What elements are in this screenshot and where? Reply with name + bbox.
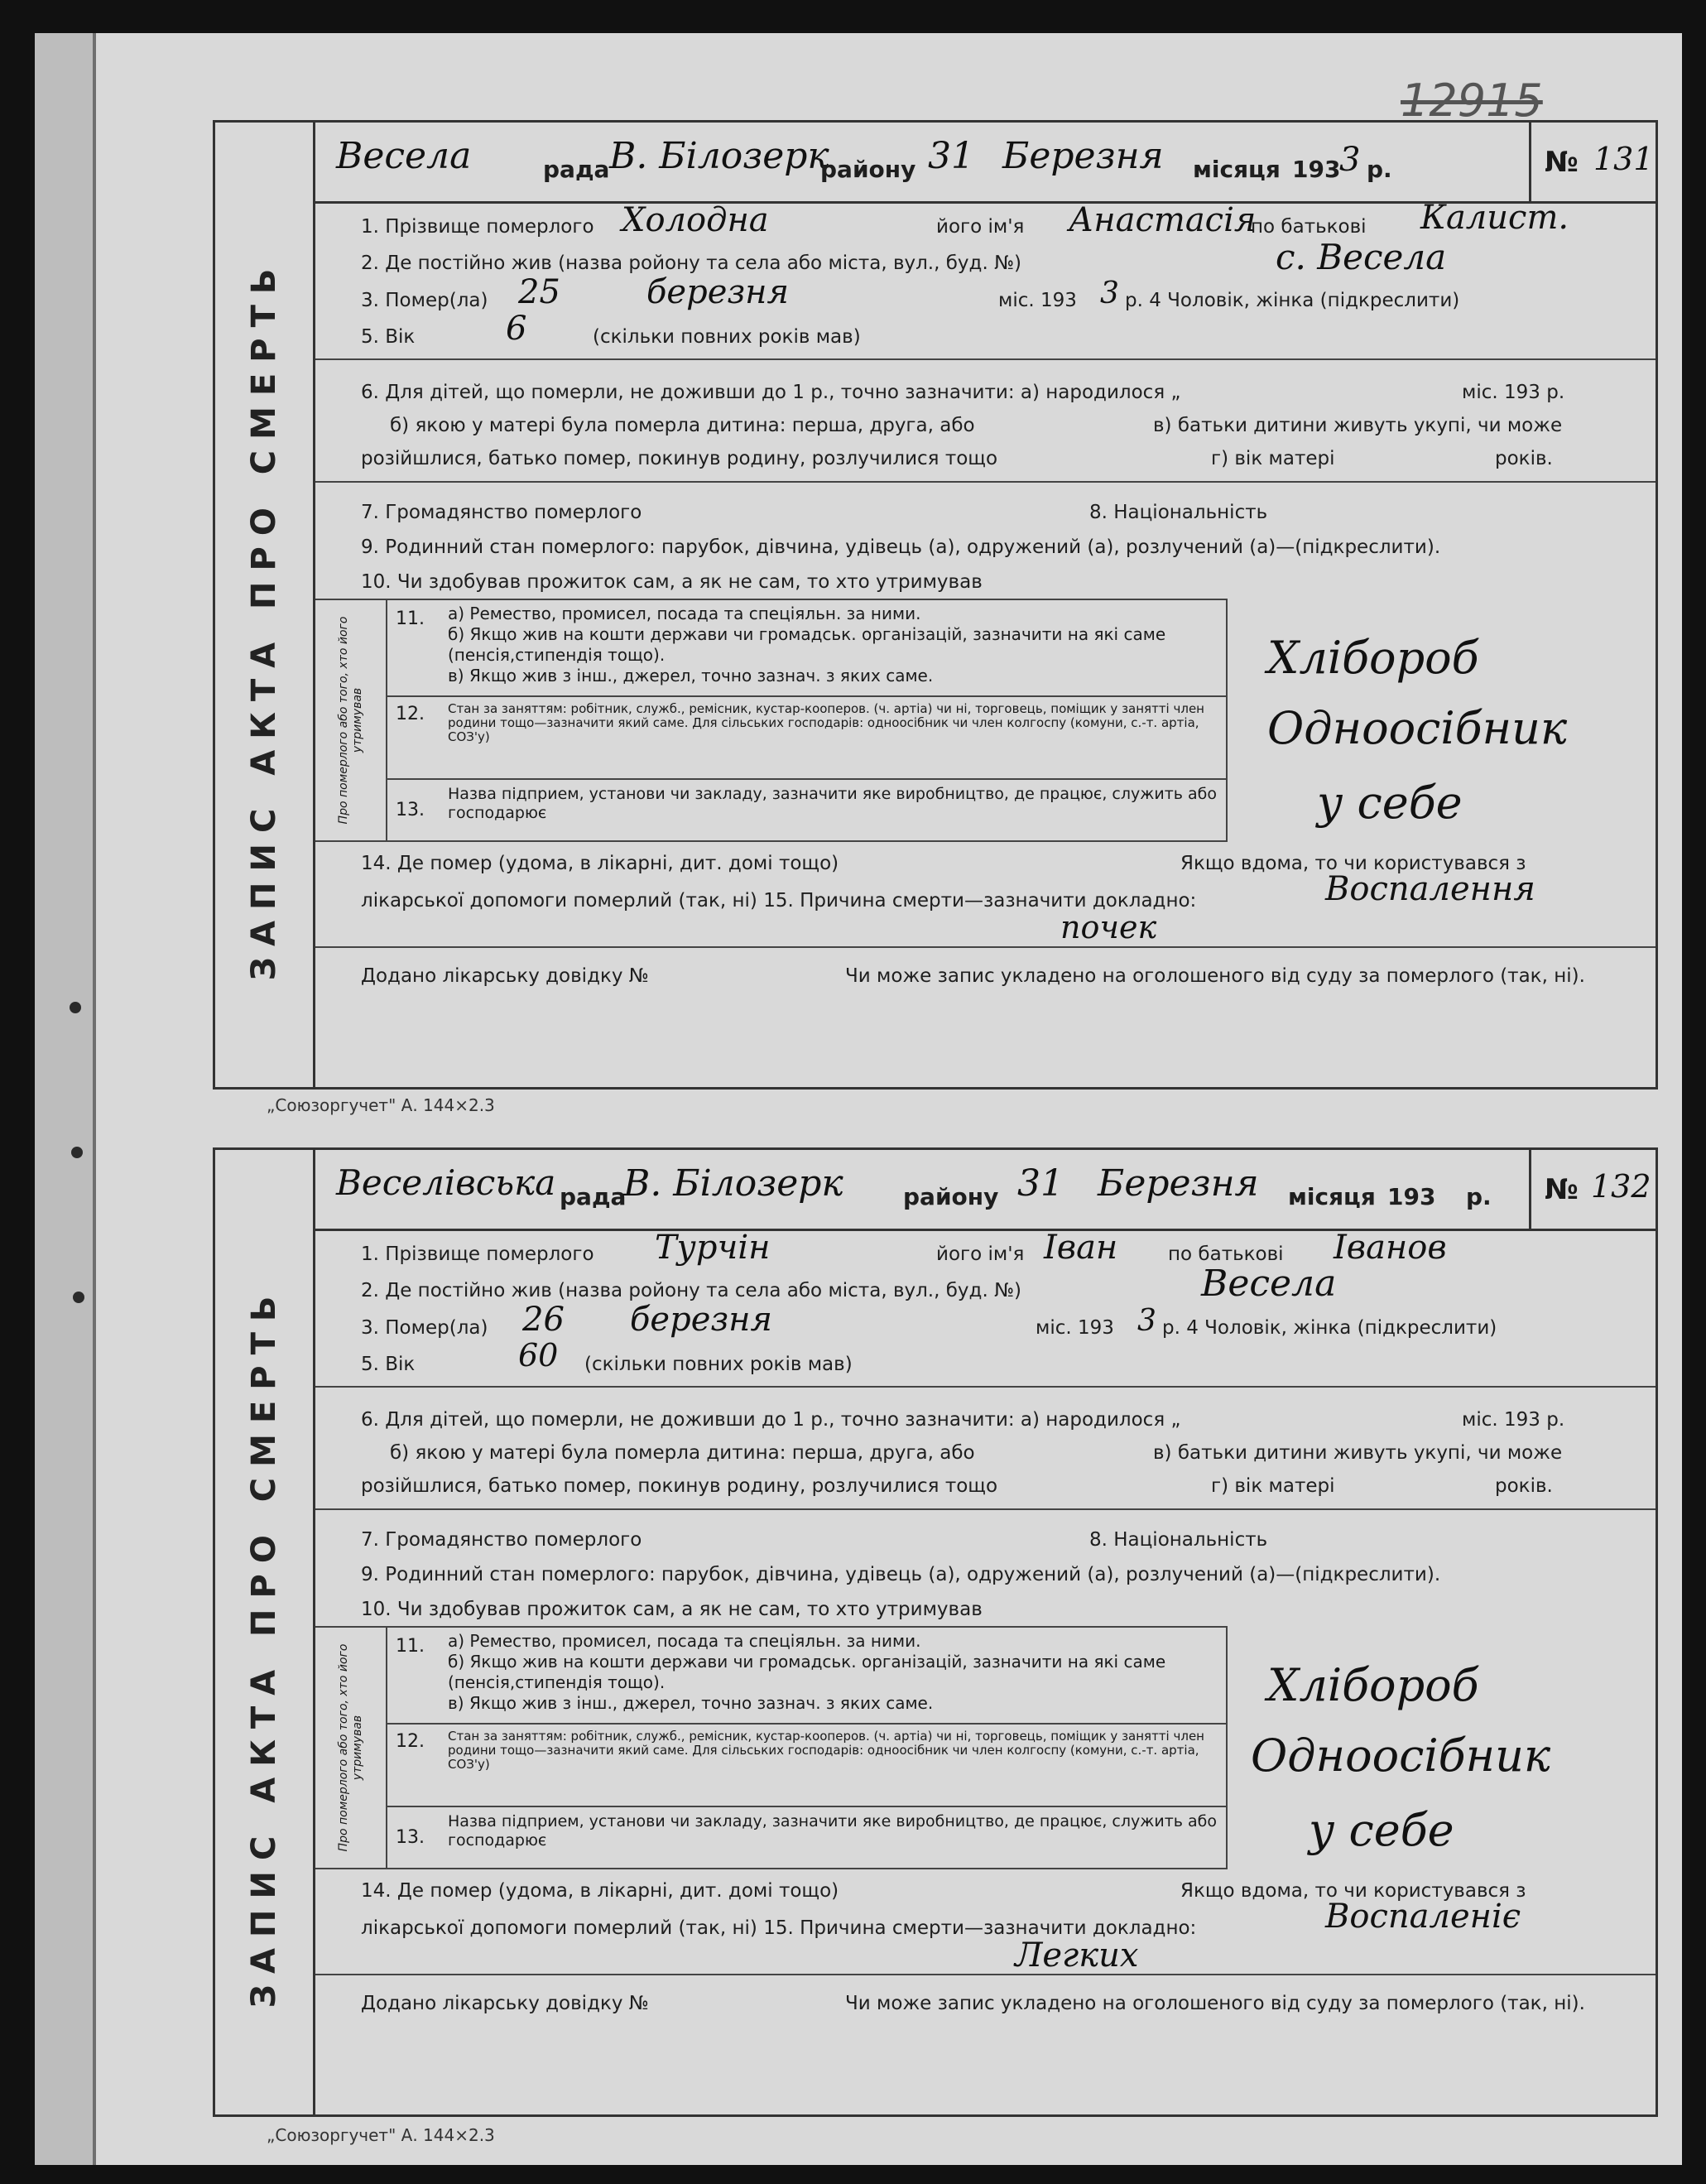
age-label: 5. Вік (361, 326, 416, 348)
died-label: 3. Помер(ла) (361, 290, 488, 311)
selsovet-name: Веселівська (336, 1162, 556, 1203)
occupation-11b: б) Якщо жив на кошти держави чи громадськ. організацій, зазначити на які саме (пенсія,стипендія тощо). (448, 624, 1166, 665)
deceased-surname: Холодна (622, 201, 769, 239)
patronymic-label: по батькові (1168, 1244, 1284, 1265)
status-value: Одноосібник (1267, 702, 1568, 754)
form-footer: „Союзоргучет" А. 144×2.3 (267, 2125, 495, 2145)
month-label: місяця (1193, 156, 1281, 183)
occupation-12-text: Стан за заняттям: робітник, служб., ремісник, кустар-кооперов. (ч. артіа) чи ні, торговець, поміщик у занятті член родини тощо—зазначити який саме. Для сільських господарів: одноосібник чи член колгоспу (комуни, с.-т. артіа, СОЗ'у) (448, 701, 1204, 744)
residence-label: 2. Де постійно жив (назва ройону та села або міста, вул., буд. №) (361, 1280, 1021, 1301)
binding-spine (35, 33, 96, 2165)
cause-label: лікарської допомоги померлий (так, ні) 15. Причина смерти—зазначити докладно: (361, 890, 1197, 912)
occupation-section-12: 12. Стан за заняттям: робітник, служб., ремісник, кустар-кооперов. (ч. артіа) чи ні, торговець, поміщик у занятті член родини тощо—зазначити який саме. Для сільських господарів: одноосібник чи член колгоспу (комуни, с.-т. артіа, СОЗ'у) (386, 1723, 1226, 1807)
infant-order-label: б) якою у матері була померла дитина: перша, друга, або (390, 415, 975, 436)
sex-label: р. 4 Чоловік, жінка (підкреслити) (1162, 1317, 1497, 1339)
surname-label: 1. Прізвище померлого (361, 216, 594, 238)
rayon-label: району (820, 156, 916, 183)
deceased-surname: Турчін (655, 1229, 771, 1267)
month-label: місяця (1288, 1183, 1376, 1210)
place-of-death-label: 14. Де помер (удома, в лікарні, дит. домі тощо) (361, 1880, 839, 1902)
cause-value-2: Легких (1015, 1936, 1139, 1975)
occupation-side-label: Про померлого або того, хто його утримував (336, 1643, 364, 1852)
record-month: Березня (1098, 1162, 1259, 1205)
occupation-section-11: 11. а) Ремество, промисел, посада та спеціяльн. за ними. б) Якщо жив на кошти держави чи громадськ. організацій, зазначити на які саме (пенсія,стипендія тощо). в) Якщо жив з інш., джерел, точно зазнач. з яких саме. (386, 1628, 1226, 1725)
punch-hole (73, 1292, 84, 1303)
record-number: 132 (1591, 1168, 1651, 1205)
patronymic-label: по батькові (1251, 216, 1367, 238)
status-value: Одноосібник (1251, 1729, 1551, 1782)
form-title: ЗАПИС АКТА ПРО СМЕРТЬ (245, 1285, 283, 2008)
marital-status-label: 9. Родинний стан померлого: парубок, дівчина, удівець (а), одружений (а), розлучений (а)—(підкреслити). (361, 1564, 1441, 1585)
occupation-11a: а) Ремество, промисел, посада та спеціяльн. за ними. (448, 1631, 921, 1651)
rayon-name: В. Білозерк (623, 1162, 843, 1205)
mother-age-unit: років. (1495, 448, 1553, 469)
record-day: 31 (928, 135, 974, 177)
archive-number: 12915 (1401, 75, 1543, 127)
cause-value-2: почек (1060, 909, 1157, 945)
cause-label: лікарської допомоги померлий (так, ні) 15. Причина смерти—зазначити докладно: (361, 1917, 1197, 1939)
year-prefix: 193 (1387, 1183, 1436, 1210)
nationality-label: 8. Національність (1089, 1529, 1268, 1551)
occupation-11a: а) Ремество, промисел, посада та спеціяльн. за ними. (448, 604, 921, 623)
occupation-box (315, 1626, 1228, 1869)
age-value: 6 (506, 310, 527, 348)
workplace-value: у себе (1317, 777, 1463, 829)
age-note: (скільки повних років мав) (584, 1354, 853, 1375)
form-title: ЗАПИС АКТА ПРО СМЕРТЬ (245, 257, 283, 981)
death-day: 25 (518, 273, 560, 311)
death-month: березня (646, 273, 790, 311)
occupation-value: Хлібороб (1267, 1659, 1479, 1711)
parents-status-label: розійшлися, батько помер, покинув родину, розлучилися тощо (361, 448, 998, 469)
punch-hole (71, 1147, 83, 1158)
record-number-box (1529, 1150, 1656, 1229)
citizenship-label: 7. Громадянство померлого (361, 1529, 642, 1551)
death-record-form-1 (213, 120, 1658, 1090)
record-month: Березня (1002, 135, 1164, 177)
citizenship-label: 7. Громадянство померлого (361, 502, 642, 523)
occupation-11b: б) Якщо жив на кошти держави чи громадськ. організацій, зазначити на які саме (пенсія,стипендія тощо). (448, 1652, 1166, 1692)
cause-value-1: Воспаленіє (1325, 1898, 1521, 1936)
deceased-patronymic: Іванов (1334, 1229, 1447, 1267)
form-footer: „Союзоргучет" А. 144×2.3 (267, 1095, 495, 1115)
rayon-name: В. Білозерк (609, 135, 829, 177)
cause-value-1: Воспалення (1325, 870, 1535, 908)
certificate-label: Додано лікарську довідку № (361, 1993, 649, 2014)
parents-label: в) батьки дитини живуть укупі, чи може (1153, 1442, 1563, 1464)
mother-age-unit: років. (1495, 1475, 1553, 1497)
occupation-section-11: 11. а) Ремество, промисел, посада та спеціяльн. за ними. б) Якщо жив на кошти держави чи громадськ. організацій, зазначити на які саме (пенсія,стипендія тощо). в) Якщо жив з інш., джерел, точно зазнач. з яких саме. (386, 600, 1226, 697)
occupation-11c: в) Якщо жив з інш., джерел, точно зазнач. з яких саме. (448, 1693, 934, 1713)
death-year-digit: 3 (1137, 1304, 1156, 1338)
court-record-label: Чи може запис укладено на оголошеного від суду за померлого (так, ні). (845, 965, 1585, 987)
death-month: березня (630, 1301, 773, 1339)
died-label: 3. Помер(ла) (361, 1317, 488, 1339)
deceased-name: Анастасія (1069, 201, 1257, 239)
record-header (315, 123, 1656, 204)
livelihood-label: 10. Чи здобував прожиток сам, а як не сам, то хто утримував (361, 571, 983, 593)
residence-label: 2. Де постійно жив (назва ройону та села або міста, вул., буд. №) (361, 253, 1021, 274)
infant-born-label: 6. Для дітей, що померли, не доживши до 1 р., точно зазначити: а) народилося „ (361, 382, 1181, 403)
surname-label: 1. Прізвище померлого (361, 1244, 594, 1265)
certificate-label: Додано лікарську довідку № (361, 965, 649, 987)
record-day: 31 (1017, 1162, 1064, 1205)
deceased-patronymic: Калист. (1420, 199, 1569, 237)
infant-born-end: міс. 193 р. (1462, 1409, 1565, 1431)
selsovet-name: Весела (336, 135, 472, 177)
deceased-name: Іван (1044, 1229, 1118, 1267)
residence-value: с. Весела (1276, 237, 1447, 277)
name-label: його ім'я (936, 216, 1025, 238)
occupation-13-text: Назва підприем, установи чи закладу, зазначити яке виробництво, де працює, служить або господарює (448, 785, 1218, 822)
occupation-section-12: 12. Стан за заняттям: робітник, служб., ремісник, кустар-кооперов. (ч. артіа) чи ні, торговець, поміщик у занятті член родини тощо—зазначити який саме. Для сільських господарів: одноосібник чи член колгоспу (комуни, с.-т. артіа, СОЗ'у) (386, 695, 1226, 780)
rada-label: рада (543, 156, 610, 183)
death-year-label: міс. 193 (998, 290, 1077, 311)
death-year-label: міс. 193 (1036, 1317, 1114, 1339)
place-of-death-label: 14. Де помер (удома, в лікарні, дит. домі тощо) (361, 853, 839, 874)
parents-label: в) батьки дитини живуть укупі, чи може (1153, 415, 1563, 436)
mother-age-label: г) вік матері (1211, 448, 1335, 469)
occupation-side-label: Про померлого або того, хто його утримував (336, 616, 364, 825)
number-sign: № (1545, 146, 1579, 179)
name-label: його ім'я (936, 1244, 1025, 1265)
number-sign: № (1545, 1173, 1579, 1206)
parents-status-label: розійшлися, батько помер, покинув родину, розлучилися тощо (361, 1475, 998, 1497)
age-label: 5. Вік (361, 1354, 416, 1375)
record-header (315, 1150, 1656, 1231)
year-suffix: р. (1367, 156, 1392, 183)
rayon-label: району (903, 1183, 999, 1210)
medical-help-label: Якщо вдома, то чи користувався з (1180, 1880, 1526, 1902)
workplace-value: у себе (1309, 1804, 1454, 1856)
death-year-digit: 3 (1100, 277, 1119, 310)
age-note: (скільки повних років мав) (593, 326, 861, 348)
occupation-11c: в) Якщо жив з інш., джерел, точно зазнач. з яких саме. (448, 666, 934, 686)
death-record-form-2 (213, 1147, 1658, 2117)
nationality-label: 8. Національність (1089, 502, 1268, 523)
occupation-value: Хлібороб (1267, 632, 1479, 684)
occupation-box (315, 599, 1228, 842)
infant-born-label: 6. Для дітей, що померли, не доживши до 1 р., точно зазначити: а) народилося „ (361, 1409, 1181, 1431)
occupation-section-13: 13. Назва підприем, установи чи закладу, зазначити яке виробництво, де працює, служить або господарює (386, 1806, 1226, 1868)
occupation-12-text: Стан за заняттям: робітник, служб., ремісник, кустар-кооперов. (ч. артіа) чи ні, торговець, поміщик у занятті член родини тощо—зазначити який саме. Для сільських господарів: одноосібник чи член колгоспу (комуни, с.-т. артіа, СОЗ'у) (448, 1729, 1204, 1772)
record-number: 131 (1593, 141, 1654, 177)
infant-order-label: б) якою у матері була померла дитина: перша, друга, або (390, 1442, 975, 1464)
sex-label: р. 4 Чоловік, жінка (підкреслити) (1125, 290, 1460, 311)
document-page (35, 33, 1682, 2165)
livelihood-label: 10. Чи здобував прожиток сам, а як не сам, то хто утримував (361, 1599, 983, 1620)
marital-status-label: 9. Родинний стан померлого: парубок, дівчина, удівець (а), одружений (а), розлучений (а)—(підкреслити). (361, 536, 1441, 558)
occupation-section-13: 13. Назва підприем, установи чи закладу, зазначити яке виробництво, де працює, служить або господарює (386, 778, 1226, 840)
infant-born-end: міс. 193 р. (1462, 382, 1565, 403)
record-number-box (1529, 123, 1656, 201)
rada-label: рада (560, 1183, 627, 1210)
occupation-13-text: Назва підприем, установи чи закладу, зазначити яке виробництво, де працює, служить або господарює (448, 1812, 1218, 1850)
punch-hole (70, 1002, 81, 1013)
medical-help-label: Якщо вдома, то чи користувався з (1180, 853, 1526, 874)
year-prefix: 193 (1292, 156, 1341, 183)
age-value: 60 (518, 1337, 559, 1373)
court-record-label: Чи може запис укладено на оголошеного від суду за померлого (так, ні). (845, 1993, 1585, 2014)
year-suffix: р. (1466, 1183, 1492, 1210)
mother-age-label: г) вік матері (1211, 1475, 1335, 1497)
death-day: 26 (522, 1301, 565, 1339)
residence-value: Весела (1201, 1263, 1337, 1305)
record-year-digit: 3 (1339, 141, 1361, 179)
